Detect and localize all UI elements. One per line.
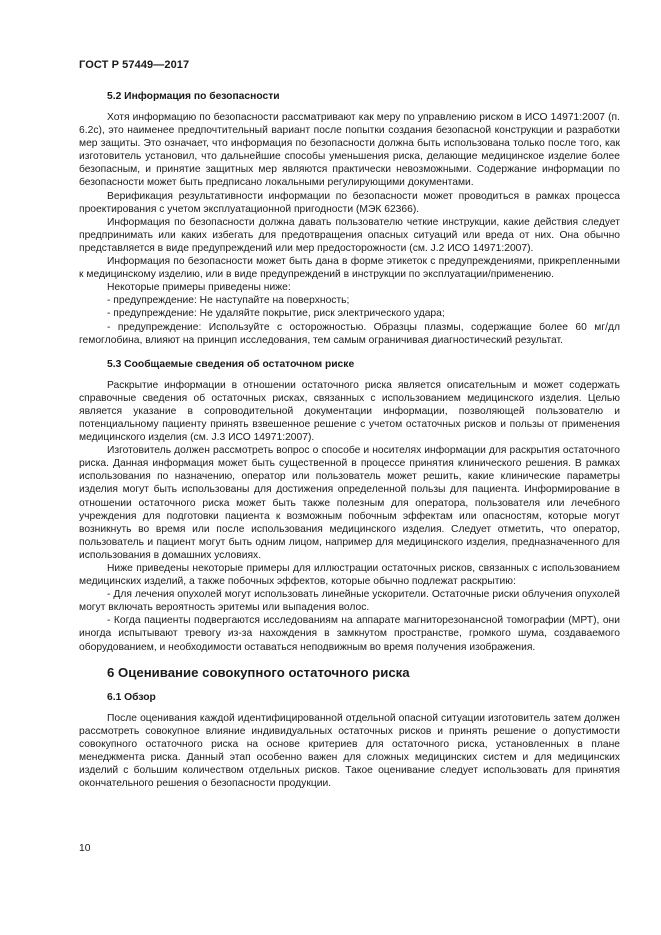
paragraph: Информация по безопасности может быть дана в форме этикеток с предупреждениями, прикрепленными к медицинскому изделию, или в виде предупреждений в инструкции по эксплуатации/применению. [79, 256, 620, 281]
paragraph: Верификация результативности информации по безопасности может проводиться в рамках процесса проектирования с учетом эксплуатационной пригодности (МЭК 62366). [79, 190, 620, 215]
document-header: ГОСТ Р 57449—2017 [79, 59, 190, 71]
list-item: - предупреждение: Используйте с осторожностью. Образцы плазмы, содержащие более 60 мг/дл гемоглобина, влияют на принцип исследования, тем самым ограничивая диагностический результат. [79, 321, 620, 346]
section-5-3-heading: 5.3 Сообщаемые сведения об остаточном риске [107, 358, 355, 370]
paragraph: Хотя информацию по безопасности рассматривают как меру по управлению риском в ИСО 14971:2007 (п. 6.2с), это наименее предпочтительный вариант после попытки создания безопасной конструкции и разработки мер защиты. Это означает, что информация по безопасности должна быть использована только после того, как изготовитель установил, что дальнейшие способы уменьшения риска, делающие медицинское изделие более безопасным, и принятие защитных мер являются практически невозможными. Содержание информации по безопасности может быть предписано локальными регулирующими документами. [79, 112, 620, 189]
paragraph: Изготовитель должен рассмотреть вопрос о способе и носителях информации для раскрытия остаточного риска. Данная информация может быть существенной в процессе принятия клинического решения. В рамках использования по назначению, оператор или пользователь может решить, какие клинические параметры изделия могут быть использованы для достижения определенной пользы для пациента. Информирование в отношении остаточного риска может быть также полезным для оператора, пользователя или лечебного учреждения для подготовки пациента к возможным побочным эффектам или опасностям, которые могут возникнуть во время или после использования медицинского изделия. Следует отметить, что оператор, пользователь и пациент могут быть одним лицом, например для медицинского изделия, предназначенного для использования в домашних условиях. [79, 445, 620, 561]
chapter-6-heading: 6 Оценивание совокупного остаточного риска [107, 664, 410, 680]
list-item: - Для лечения опухолей могут использовать линейные ускорители. Остаточные риски облучения опухолей могут включать вероятность эритемы или выпадения волос. [79, 589, 620, 614]
paragraph: Информация по безопасности должна давать пользователю четкие инструкции, какие действия следует предпринимать или каких избегать для предотвращения опасных ситуаций или вреда от них. Она обычно представляется в виде предупреждений или мер предосторожности (см. J.2 ИСО 14971:2007). [79, 216, 620, 254]
paragraph: После оценивания каждой идентифицированной отдельной опасной ситуации изготовитель затем должен рассмотреть совокупное влияние индивидуальных остаточных рисков и принять решение о допустимости совокупного остаточного риска на основе критериев для остаточного риска, установленных в плане менеджмента риска. Данный этап особенно важен для сложных медицинских систем и для медицинских изделий с большим количеством отдельных рисков. Такое оценивание следует использовать для принятия окончательного решения о безопасности продукции. [79, 712, 620, 790]
paragraph: Раскрытие информации в отношении остаточного риска является описательным и может содержать справочные сведения об остаточных рисках, связанных с использованием медицинского изделия. Целью является указание в сопроводительной документации информации, позволяющей пользователю и потенциальному пациенту принять взвешенное решение с учетом остаточных рисков и пользы от применения медицинского изделия (см. J.3 ИСО 14971:2007). [79, 379, 620, 444]
section-6-1-heading: 6.1 Обзор [107, 691, 156, 703]
list-item: - предупреждение: Не удаляйте покрытие, риск электрического удара; [107, 308, 445, 320]
list-item: - Когда пациенты подвергаются исследованиям на аппарате магниторезонансной томографии (МРТ), они иногда испытывают тревогу из-за нахождения в замкнутом пространстве, громкого шума, создаваемого оборудованием, и необходимости оставаться неподвижным во время получения изображения. [79, 615, 620, 653]
section-5-2-heading: 5.2 Информация по безопасности [107, 91, 280, 102]
list-item: - предупреждение: Не наступайте на поверхность; [107, 295, 350, 307]
page-number: 10 [79, 843, 91, 854]
paragraph: Ниже приведены некоторые примеры для иллюстрации остаточных рисков, связанных с использованием медицинских изделий, а также побочных эффектов, которые обычно подлежат раскрытию: [79, 563, 620, 588]
page-content [79, 90, 620, 790]
paragraph: Некоторые примеры приведены ниже: [107, 282, 291, 294]
